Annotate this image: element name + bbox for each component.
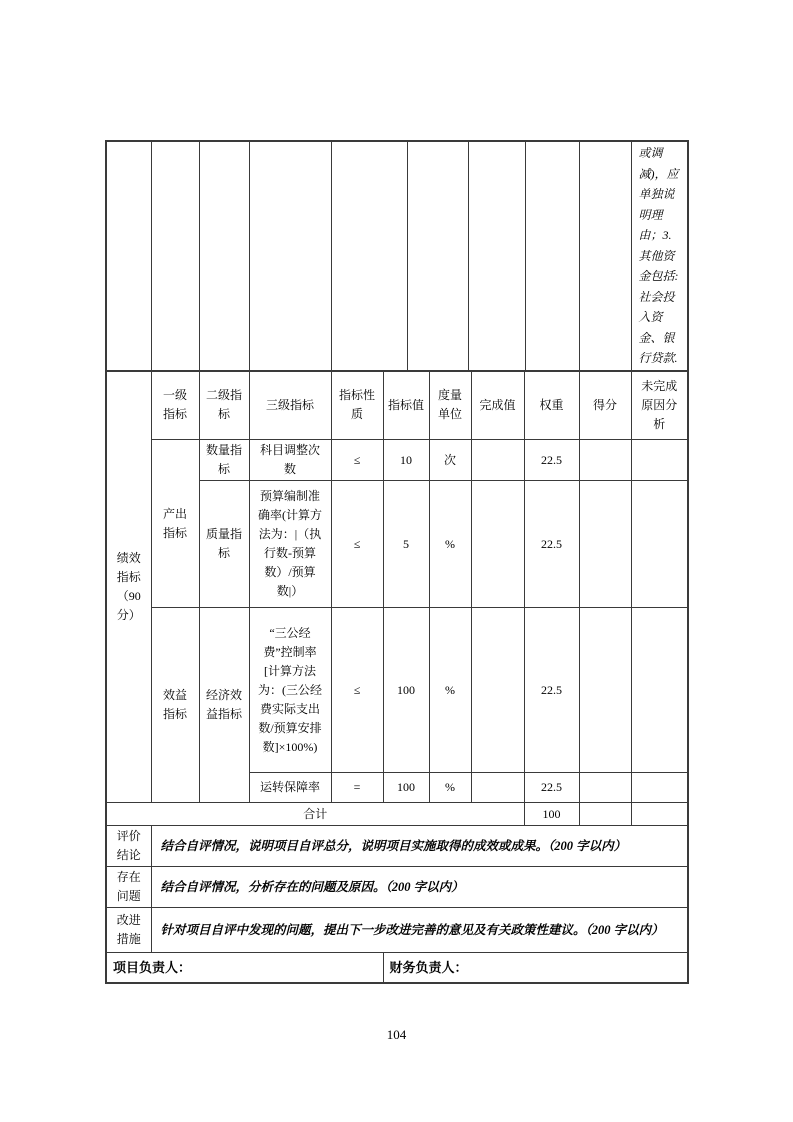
empty-cell [579,141,631,370]
cell-level2-quantity: 数量指标 [199,440,249,481]
performance-indicator-table [105,370,689,984]
cell-weight: 22.5 [524,773,579,803]
summary-guidance-text: 针对项目自评中发现的问题，提出下一步改进完善的意见及有关政策性建议。（200 字以内） [151,908,688,953]
summary-row-problems [106,867,688,908]
cell-score [579,608,631,773]
table-row [106,440,688,481]
summary-label: 存在问题 [106,867,151,908]
cell-level3-indicator: 预算编制准确率(计算方法为：|（执行数-预算数）/预算数|） [249,481,331,608]
summary-guidance-text: 结合自评情况，说明项目自评总分，说明项目实施取得的成效或成果。（200 字以内） [151,826,688,867]
cell-analysis [631,440,688,481]
empty-cell [249,141,331,370]
header-score: 得分 [579,371,631,440]
header-weight: 权重 [524,371,579,440]
header-level2: 二级指标 [199,371,249,440]
empty-cell [525,141,579,370]
evaluation-form [105,140,687,984]
cell-completion [471,440,524,481]
table-row [106,608,688,773]
empty-cell [106,141,151,370]
section-label-performance-indicators: 绩效指标（90分） [106,371,151,803]
cell-completion [471,773,524,803]
header-nature: 指标性质 [331,371,383,440]
cell-unit: 次 [429,440,471,481]
empty-cell [151,141,199,370]
header-completion: 完成值 [471,371,524,440]
cell-level3-indicator: “三公经费”控制率[计算方法为：(三公经费实际支出数/预算安排数]×100%) [249,608,331,773]
cell-level1-benefit: 效益指标 [151,608,199,803]
project-leader-signature-label: 项目负责人： [106,953,383,983]
total-score [579,803,631,826]
continuation-note-cell: 或调减)，应单独说明理由；3.其他资金包括:社会投入资金、银行贷款. [631,141,688,370]
cell-analysis [631,773,688,803]
finance-leader-signature-label: 财务负责人： [383,953,688,983]
total-weight: 100 [524,803,579,826]
cell-nature: ≤ [331,608,383,773]
cell-unit: % [429,481,471,608]
cell-weight: 22.5 [524,481,579,608]
cell-value: 100 [383,608,429,773]
total-label: 合计 [106,803,524,826]
signature-row [106,953,688,983]
header-level3: 三级指标 [249,371,331,440]
cell-nature: ≤ [331,481,383,608]
cell-score [579,773,631,803]
header-analysis: 未完成原因分析 [631,371,688,440]
summary-label: 改进措施 [106,908,151,953]
cell-weight: 22.5 [524,440,579,481]
cell-value: 5 [383,481,429,608]
summary-row-conclusion [106,826,688,867]
cell-nature: = [331,773,383,803]
cell-level3-indicator: 运转保障率 [249,773,331,803]
cell-value: 100 [383,773,429,803]
page-number: 104 [386,1027,407,1042]
empty-cell [199,141,249,370]
cell-unit: % [429,773,471,803]
cell-weight: 22.5 [524,608,579,773]
cell-score [579,440,631,481]
continuation-row [106,141,688,370]
cell-completion [471,481,524,608]
cell-level2-quality: 质量指标 [199,481,249,608]
summary-label: 评价结论 [106,826,151,867]
header-row [106,371,688,440]
cell-nature: ≤ [331,440,383,481]
total-row [106,803,688,826]
cell-level1-output: 产出指标 [151,440,199,608]
total-analysis [631,803,688,826]
empty-cell [468,141,525,370]
header-level1: 一级指标 [151,371,199,440]
continuation-table [105,140,689,371]
cell-level3-indicator: 科目调整次数 [249,440,331,481]
cell-level2-economic: 经济效益指标 [199,608,249,803]
cell-analysis [631,481,688,608]
summary-row-improvements [106,908,688,953]
cell-analysis [631,608,688,773]
header-value: 指标值 [383,371,429,440]
cell-value: 10 [383,440,429,481]
cell-score [579,481,631,608]
summary-guidance-text: 结合自评情况，分析存在的问题及原因。（200 字以内） [151,867,688,908]
empty-cell [331,141,407,370]
empty-cell [407,141,468,370]
header-unit: 度量单位 [429,371,471,440]
cell-completion [471,608,524,773]
cell-unit: % [429,608,471,773]
